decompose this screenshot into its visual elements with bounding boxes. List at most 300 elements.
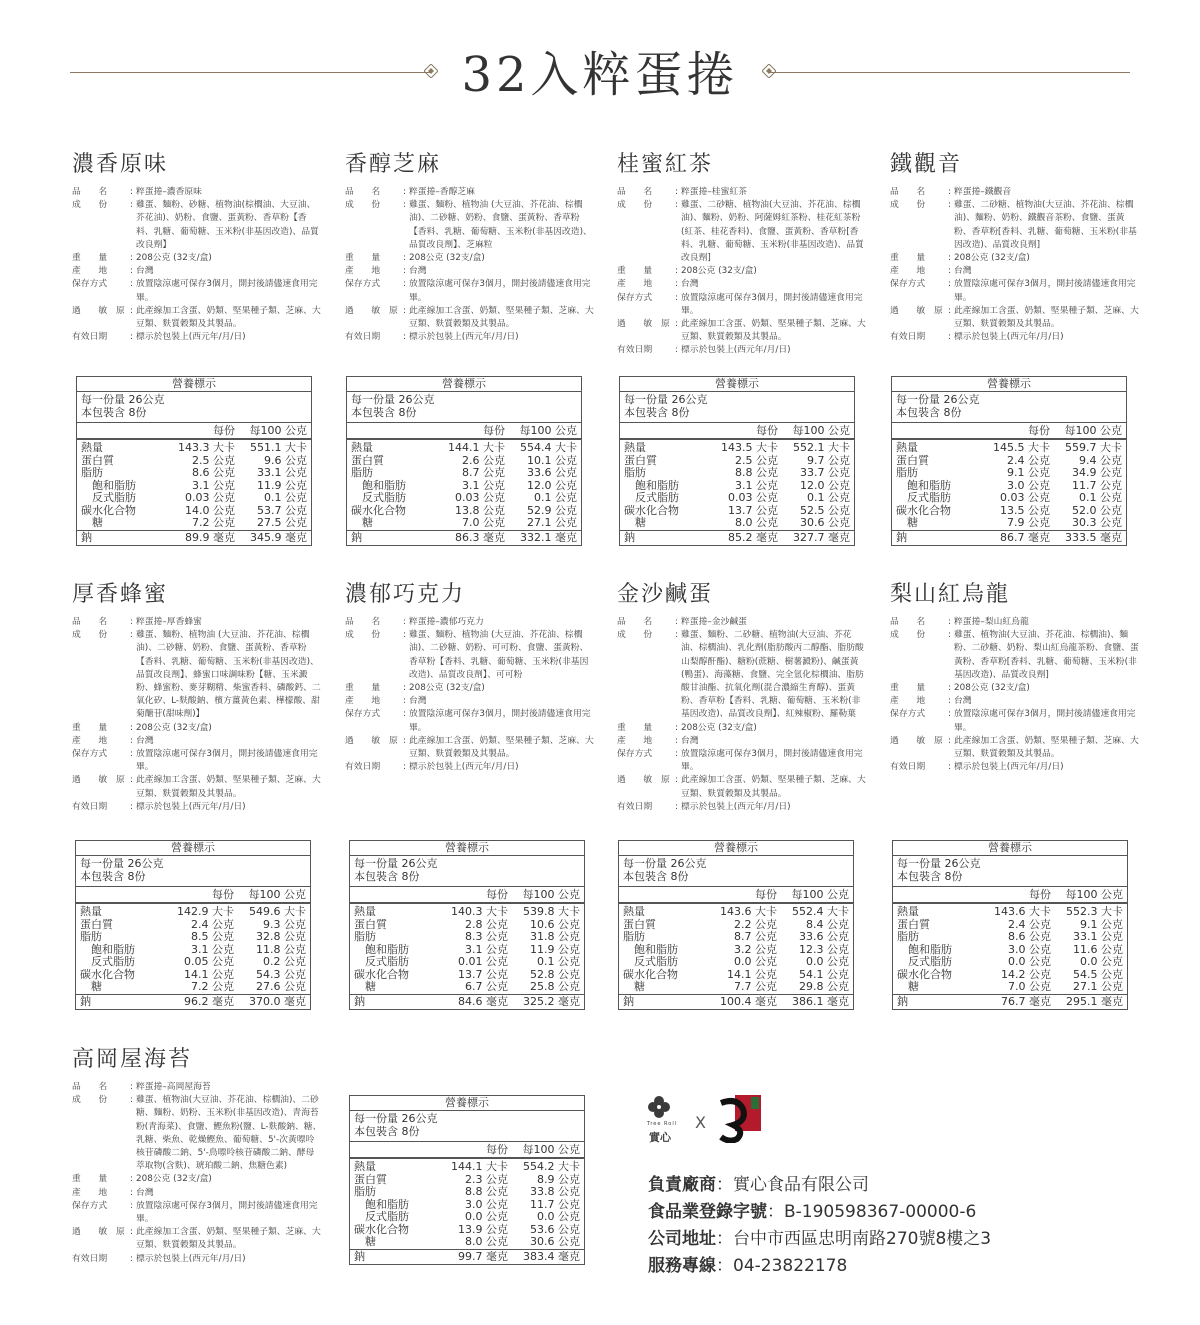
per-serving-value: 8.0 公克 [735,516,778,529]
nutrition-facts-table [618,840,854,1010]
nutrient-name: 蛋白質 [624,453,657,467]
col-per-100g: 每100 公克 [519,424,577,437]
nutrition-row [351,467,577,480]
field-label: 品 名 [72,1082,108,1092]
nutrition-row [624,492,850,505]
field-value: 雞蛋、麵粉、二砂糖、植物油(大豆油、芥花油、棕櫚油)、乳化劑(脂肪酸丙二醇酯、脂肪酸山梨醇酐酯)、糖粉(蔗糖、樹薯澱粉)、鹹蛋黃(鴨蛋)、海藻糖、食鹽、完全氫化棕櫚油、脂肪酸甘油酯、抗氧化劑(混合濃縮生育醇)、蛋黃粉、香草粉【香料、乳糖、葡萄糖、玉米粉(非基因改造)、品質改良劑】、紅辣椒粉、羅勒葉 [681,630,864,720]
per-serving-value: 14.2 公克 [1001,967,1051,981]
nutrition-row [80,931,306,944]
field-label: 有效日期 [345,332,381,343]
field-value: 此產線加工含蛋、奶類、堅果種子類、芝麻、大豆類、麩質穀類及其製品。 [409,305,594,330]
field-colon: : [675,735,678,746]
field-row-origin [890,265,1140,278]
field-label: 產 地 [345,696,381,707]
product-fields [617,186,867,358]
nutrient-name: 熱量 [896,441,918,454]
field-colon: : [948,305,951,316]
field-colon: : [130,187,133,197]
per-100g-value: 295.1 毫克 [1066,994,1123,1008]
per-serving-value: 6.7 公克 [465,980,508,993]
field-row-storage [890,278,1140,304]
per-serving-value: 3.0 公克 [1008,942,1051,956]
per-serving-value: 76.7 毫克 [1001,994,1051,1008]
per-100g-value: 54.3 公克 [256,967,306,981]
per-100g-value: 552.1 大卡 [793,441,850,454]
field-value: 台灣 [681,735,699,746]
nutrition-column-headers [350,887,584,904]
field-value: 粹蛋捲–高岡屋海苔 [136,1082,211,1092]
field-colon: : [675,749,678,760]
product-info [345,150,595,344]
field-label: 重 量 [617,266,653,277]
field-row-weight [72,252,322,265]
field-colon: : [403,332,406,343]
nutrition-row [896,517,1122,530]
per-serving-value: 8.7 公克 [462,466,505,479]
field-colon: : [403,187,406,197]
serving-size: 每一份量 26公克 [354,1112,438,1125]
field-value: 雞蛋、二砂糖、植物油(大豆油、芥花油、棕櫚油)、麵粉、奶粉、鐵觀音茶粉、食鹽、蛋黃粉、香草粉[香料、乳糖、葡萄糖、玉米粉(非基因改造)、品質改良劑] [954,200,1137,250]
field-label: 產 地 [890,696,926,707]
nutrition-rows [76,904,310,1009]
servings-per-package: 本包裝含 8份 [351,405,417,419]
field-label: 重 量 [72,253,108,264]
per-100g-value: 370.0 毫克 [249,994,306,1008]
nutrition-title: 營養標示 [350,841,584,856]
field-value: 放置陰涼處可保存3個月，開封後請儘速食用完畢。 [681,749,863,773]
field-label: 保存方式 [890,279,926,290]
per-100g-value: 11.9 公克 [530,942,580,956]
field-colon: : [403,279,406,290]
field-row-expiry [345,331,595,344]
field-value: 此產線加工含蛋、奶類、堅果種子類、芝麻、大豆類、麩質穀類及其製品。 [136,305,321,330]
nutrition-row [354,981,580,994]
nutrition-row [81,517,307,530]
per-100g-value: 554.2 大卡 [523,1160,580,1173]
field-label: 重 量 [345,253,381,264]
product-info [72,1045,322,1266]
nutrient-name: 飽和脂肪 [351,478,406,492]
nutrient-name: 鈉 [80,994,91,1008]
field-colon: : [130,735,133,746]
nutrition-row [897,906,1123,919]
field-value: 208公克 (32支/盒) [136,253,212,264]
field-value: 放置陰涼處可保存3個月，開封後請儘速食用完畢。 [409,279,591,303]
per-100g-value: 53.7 公克 [257,503,307,517]
field-label: 過 敏 原 [345,735,398,746]
per-100g-value: 383.4 毫克 [523,1249,580,1263]
per-serving-value: 2.4 公克 [1007,453,1050,467]
field-row-name [890,186,1140,199]
product-title: 桂蜜紅茶 [617,152,714,177]
product-title: 香醇芝麻 [345,152,442,177]
nutrition-row [354,1211,580,1224]
nutrition-row [81,492,307,505]
nutrient-name: 鈉 [81,530,92,544]
nutrient-name: 熱量 [81,441,103,454]
per-serving-value: 0.03 公克 [455,491,505,504]
nutrient-name: 蛋白質 [896,453,929,467]
brand-logos [645,1093,765,1158]
field-row-allergen [617,774,867,800]
per-serving-value: 13.7 公克 [458,967,508,981]
field-label: 產 地 [617,279,653,290]
per-100g-value: 0.0 公克 [537,1210,580,1223]
field-label: 成 份 [72,1095,108,1106]
company-info: 負責廠商 ： 實心食品有限公司 食品業登錄字號 ： B-190598367-00000-6 公司地址 ： 台中市西區忠明南路270號8樓之3 服務專線 ： 04-23822178 [648,1172,991,1280]
per-serving-value: 89.9 毫克 [185,530,235,544]
product-fields [72,616,322,814]
field-colon: : [403,735,406,746]
nutrient-name: 碳水化合物 [351,503,406,517]
field-row-origin [617,735,867,748]
serving-info [892,392,1126,423]
per-serving-value: 2.8 公克 [465,917,508,931]
nutrient-name: 糖 [80,980,102,993]
nutrient-name: 脂肪 [354,930,376,943]
nutrient-name: 熱量 [623,905,645,918]
nutrient-name: 碳水化合物 [81,503,136,517]
nutrition-rows [620,440,854,545]
per-serving-value: 84.6 毫克 [458,994,508,1008]
serving-info [893,856,1127,887]
field-row-expiry [617,344,867,357]
nutrition-rows [350,1159,584,1264]
field-colon: : [948,266,951,277]
per-serving-value: 3.1 公克 [465,942,508,956]
field-label: 成 份 [345,200,381,211]
field-value: 此產線加工含蛋、奶類、堅果種子類、芝麻、大豆類、麩質穀類及其製品。 [681,775,866,799]
nutrition-row [624,467,850,480]
serving-info [347,392,581,423]
field-row-name [72,186,322,199]
nutrition-title: 營養標示 [619,841,853,856]
nutrition-column-headers [347,423,581,440]
field-label: 重 量 [890,253,926,264]
field-colon: : [130,305,133,316]
nutrition-row [347,530,581,545]
servings-per-package: 本包裝含 8份 [897,869,963,883]
field-value: 此產線加工含蛋、奶類、堅果種子類、芝麻、大豆類、麩質穀類及其製品。 [409,735,594,760]
serving-size: 每一份量 26公克 [897,857,981,870]
per-100g-value: 33.6 公克 [799,930,849,943]
per-100g-value: 0.1 公克 [807,491,850,504]
registration-label: 食品業登錄字號 [648,1202,767,1222]
field-row-name [72,616,322,629]
field-value: 台灣 [954,266,972,277]
nutrition-row [897,981,1123,994]
per-serving-value: 3.1 公克 [735,478,778,492]
nutrition-column-headers [893,887,1127,904]
per-100g-value: 11.7 公克 [530,1197,580,1211]
field-label: 有效日期 [890,332,926,343]
field-label: 品 名 [72,617,108,627]
per-100g-value: 325.2 毫克 [523,994,580,1008]
page-header [0,30,1200,110]
per-100g-value: 386.1 毫克 [792,994,849,1008]
nutrition-row [80,906,306,919]
field-value: 粹蛋捲–桂蜜紅茶 [681,187,747,197]
manufacturer-value: 實心食品有限公司 [733,1175,869,1195]
serving-size: 每一份量 26公克 [623,857,707,870]
serving-size: 每一份量 26公克 [81,393,165,406]
field-colon: : [130,279,133,290]
field-value: 雞蛋、二砂糖、植物油(大豆油、芥花油、棕櫚油)、麵粉、奶粉、阿薩姆紅茶粉、桂花紅茶粉(紅茶、桂花香料)、食鹽、蛋黃粉、香草粉[香料、乳糖、葡萄糖、玉米粉(非基因改造)、品質改良劑] [681,200,864,264]
field-value: 台灣 [136,735,154,746]
per-serving-value: 96.2 毫克 [184,994,234,1008]
field-colon: : [130,749,133,760]
col-per-100g: 每100 公克 [792,424,850,437]
nutrition-title: 營養標示 [77,377,311,392]
field-colon: : [675,775,678,786]
col-per-100g: 每100 公克 [1065,888,1123,901]
nutrient-name: 飽和脂肪 [354,1197,409,1211]
field-value: 粹蛋捲–厚香蜂蜜 [136,617,202,627]
nutrition-row [351,517,577,530]
per-100g-value: 8.9 公克 [537,1172,580,1186]
serving-info [77,392,311,423]
nutrient-name: 糖 [896,516,918,529]
field-row-weight [72,1173,322,1186]
per-100g-value: 559.7 大卡 [1065,441,1122,454]
per-serving-value: 9.1 公克 [1007,466,1050,479]
field-value: 放置陰涼處可保存3個月，開封後請儘速食用完畢。 [136,749,318,773]
field-colon: : [948,735,951,746]
per-serving-value: 8.8 公克 [465,1185,508,1198]
field-row-storage [345,278,595,304]
nutrient-name: 碳水化合物 [354,1222,409,1236]
field-row-expiry [890,331,1140,344]
nutrition-row [77,530,311,545]
field-value: 粹蛋捲–濃香原味 [136,187,202,197]
field-label: 保存方式 [72,1200,108,1211]
field-row-expiry [72,331,322,344]
field-row-name [345,186,595,199]
field-colon: : [675,187,678,197]
nutrient-name: 鈉 [896,530,907,544]
product-info [617,580,867,814]
col-per-100g: 每100 公克 [1064,424,1122,437]
field-colon: : [675,292,678,303]
field-label: 過 敏 原 [617,775,670,786]
per-100g-value: 9.7 公克 [807,453,850,467]
field-label: 過 敏 原 [617,319,670,330]
field-colon: : [403,762,406,773]
per-serving-value: 0.03 公克 [185,491,235,504]
brand-logo-name: 實心 [649,1131,671,1144]
per-serving-value: 144.1 大卡 [448,441,505,454]
field-label: 有效日期 [72,332,108,343]
nutrition-title: 營養標示 [620,377,854,392]
per-100g-value: 25.8 公克 [530,980,580,993]
field-row-allergen [72,774,322,800]
collab-x: X [695,1113,706,1132]
nutrient-name: 反式脂肪 [897,955,952,968]
field-value: 放置陰涼處可保存3個月，開封後請儘速食用完畢。 [136,279,318,303]
per-serving-value: 13.7 公克 [728,503,778,517]
per-serving-value: 14.1 公克 [727,967,777,981]
serving-info [350,1111,584,1142]
col-per-serving: 每份 [755,888,777,901]
field-label: 有效日期 [72,801,108,812]
nutrition-row [619,994,853,1009]
nutrient-name: 熱量 [351,441,373,454]
brand-logo-text: Tree Roll [647,1121,678,1127]
per-serving-value: 99.7 毫克 [458,1249,508,1263]
nutrient-name: 鈉 [623,994,634,1008]
field-value: 208公克 (32支/盒) [681,722,757,733]
per-100g-value: 333.5 毫克 [1065,530,1122,544]
field-value: 雞蛋、麵粉、砂糖、植物油(棕櫚油、大豆油、芥花油)、奶粉、食鹽、蛋黃粉、香草粉【香料、乳糖、葡萄糖、玉米粉(非基因改造)、品質改良劑】 [136,200,319,250]
per-100g-value: 0.0 公克 [1080,955,1123,968]
field-value: 放置陰涼處可保存3個月，開封後請儘速食用完畢。 [954,279,1136,303]
field-row-storage [72,748,322,774]
per-serving-value: 2.5 公克 [192,453,235,467]
field-label: 產 地 [72,266,108,277]
nutrition-row [897,931,1123,944]
address-value: 台中市西區忠明南路270號8樓之3 [733,1229,992,1249]
per-serving-value: 85.2 毫克 [728,530,778,544]
per-100g-value: 0.1 公克 [537,955,580,968]
partner-logo-icon [715,1093,763,1143]
field-value: 208公克 (32支/盒) [954,683,1030,694]
nutrient-name: 脂肪 [897,930,919,943]
product-fields [72,186,322,344]
nutrient-name: 反式脂肪 [624,491,679,504]
nutrient-name: 碳水化合物 [897,967,952,981]
field-label: 有效日期 [72,1253,108,1264]
col-per-100g: 每100 公克 [249,424,307,437]
field-value: 雞蛋、植物油(大豆油、芥花油、棕櫚油)、二砂糖、麵粉、奶粉、玉米粉(非基因改造)、青海苔粉(青海菜)、食鹽、鰹魚粉(鹽、L-麩酸鈉、糖、乳糖、柴魚、乾燥鰹魚、葡萄糖、5'-次黃嘌呤核苷磷酸二鈉、5'-鳥嘌呤核苷磷酸二鈉、酵母萃取物(含麩)、琥珀酸二鈉、焦糖色素) [136,1095,322,1172]
serving-info [76,856,310,887]
serving-size: 每一份量 26公克 [896,393,980,406]
per-100g-value: 12.0 公克 [800,478,850,492]
product-title: 鐵觀音 [890,152,963,177]
field-value: 標示於包裝上(西元年/月/日) [409,762,519,773]
per-100g-value: 33.7 公克 [800,466,850,479]
per-100g-value: 11.9 公克 [257,478,307,492]
per-serving-value: 7.0 公克 [1008,980,1051,993]
nutrient-name: 反式脂肪 [80,955,135,968]
field-value: 208公克 (32支/盒) [409,683,485,694]
field-row-ingredients [345,199,595,252]
field-row-storage [345,708,595,734]
nutrient-name: 糖 [897,980,919,993]
header-rule-right [770,72,1130,73]
serving-size: 每一份量 26公克 [354,857,438,870]
per-serving-value: 2.4 公克 [1008,917,1051,931]
nutrition-row [896,467,1122,480]
field-row-expiry [617,801,867,814]
field-colon: : [948,617,951,627]
field-value: 208公克 (32支/盒) [681,266,757,277]
field-row-weight [72,722,322,735]
per-serving-value: 7.0 公克 [462,516,505,529]
product-fields [890,186,1140,344]
col-per-serving: 每份 [486,1143,508,1156]
per-100g-value: 27.5 公克 [257,516,307,529]
per-serving-value: 0.03 公克 [728,491,778,504]
per-100g-value: 10.6 公克 [530,917,580,931]
per-serving-value: 2.5 公克 [735,453,778,467]
nutrient-name: 脂肪 [896,466,918,479]
per-serving-value: 8.6 公克 [1008,930,1051,943]
product-fields [617,616,867,814]
field-label: 品 名 [890,617,926,627]
field-colon: : [130,1082,133,1092]
per-100g-value: 9.1 公克 [1080,917,1123,931]
field-row-ingredients [72,629,322,721]
field-colon: : [948,630,951,641]
field-colon: : [948,187,951,197]
field-colon: : [130,630,133,641]
col-per-100g: 每100 公克 [791,888,849,901]
field-label: 產 地 [890,266,926,277]
col-per-100g: 每100 公克 [522,1143,580,1156]
field-label: 成 份 [72,200,108,211]
serving-info [620,392,854,423]
nutrient-name: 飽和脂肪 [80,942,135,956]
field-value: 雞蛋、植物油(大豆油、芥花油、棕櫚油)、麵粉、二砂糖、奶粉、梨山紅烏龍茶粉、食鹽、蛋黃粉、香草粉[香料、乳糖、葡萄糖、玉米粉(非基因改造)、品質改良劑] [954,630,1139,680]
field-colon: : [675,266,678,277]
product-title: 高岡屋海苔 [72,1047,193,1072]
field-colon: : [675,200,678,211]
nutrition-row [624,517,850,530]
per-100g-value: 12.0 公克 [527,478,577,492]
per-100g-value: 0.1 公克 [264,491,307,504]
nutrition-title: 營養標示 [76,841,310,856]
per-100g-value: 0.1 公克 [1079,491,1122,504]
per-100g-value: 345.9 毫克 [250,530,307,544]
nutrient-name: 反式脂肪 [354,955,409,968]
field-row-allergen [72,305,322,331]
per-100g-value: 31.8 公克 [530,930,580,943]
per-serving-value: 3.1 公克 [192,478,235,492]
field-row-weight [345,252,595,265]
product-title: 濃香原味 [72,152,169,177]
per-100g-value: 27.1 公克 [1073,980,1123,993]
nutrient-name: 飽和脂肪 [623,942,678,956]
field-colon: : [948,683,951,694]
per-100g-value: 34.9 公克 [1072,466,1122,479]
nutrition-rows [893,904,1127,1009]
field-label: 成 份 [72,630,108,641]
field-row-ingredients [890,629,1140,682]
product-info [72,150,322,344]
per-100g-value: 53.6 公克 [530,1222,580,1236]
nutrition-row [354,1161,580,1174]
per-serving-value: 13.5 公克 [1000,503,1050,517]
field-value: 雞蛋、麵粉、植物油 (大豆油、芥花油、棕櫚油)、二砂糖、奶粉、食鹽、蛋黃粉、香草粉【香料、乳糖、葡萄糖、玉米粉(非基因改造)、品質改良劑】、蜂蜜口味調味粉【糖、玉米澱粉、蜂蜜粉、麥芽糊精、柴蜜香料、磷酸鈣、二氧化矽、L-麩酸鈉、檳方薑黃色素、樺檬酸、甜菊醣苷(甜味劑)】 [136,630,321,720]
nutrient-name: 糖 [624,516,646,529]
per-100g-value: 11.7 公克 [1072,478,1122,492]
nutrient-name: 糖 [351,516,373,529]
nutrition-column-headers [77,423,311,440]
nutrient-name: 脂肪 [354,1185,376,1198]
field-colon: : [130,1200,133,1211]
product-fields [345,616,595,774]
field-value: 粹蛋捲–梨山紅烏龍 [954,617,1029,627]
per-100g-value: 8.4 公克 [806,917,849,931]
nutrition-row [351,492,577,505]
serving-size: 每一份量 26公克 [624,393,708,406]
per-serving-value: 8.5 公克 [191,930,234,943]
field-label: 重 量 [72,722,108,733]
per-serving-value: 8.7 公克 [734,930,777,943]
per-100g-value: 552.4 大卡 [792,905,849,918]
nutrition-row [892,530,1126,545]
field-row-expiry [72,1253,322,1266]
